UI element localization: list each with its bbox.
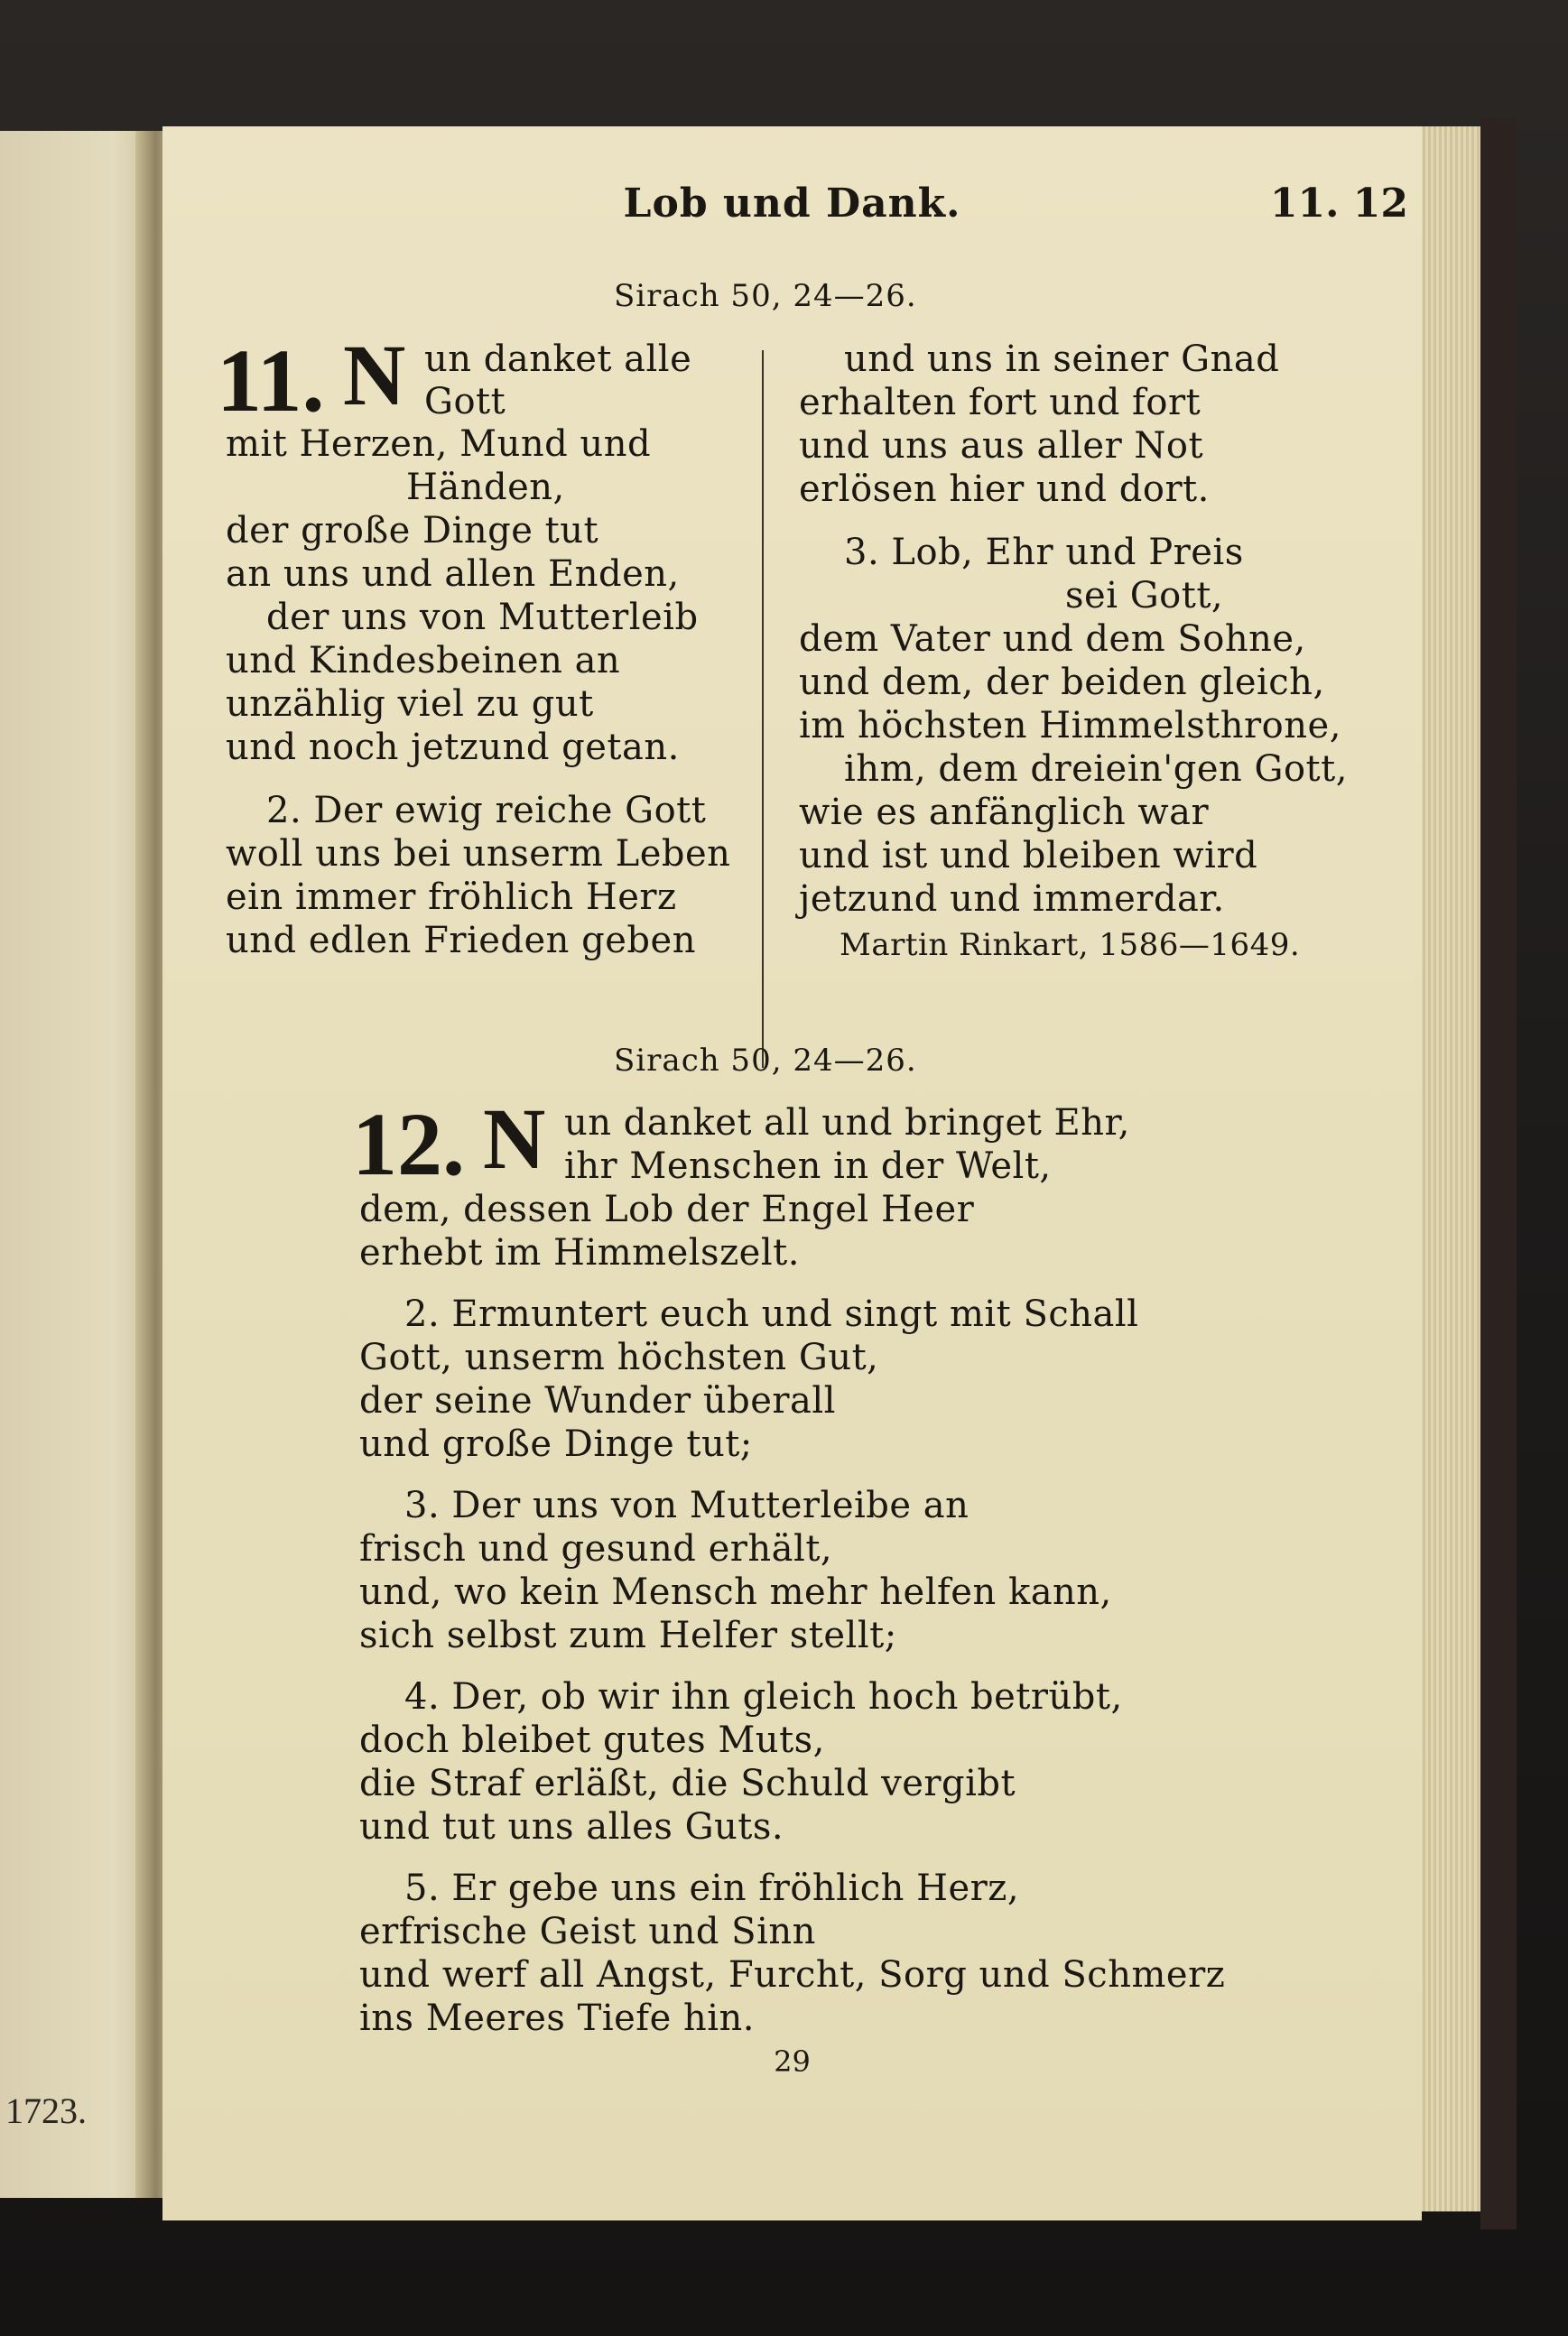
hymn-12-line: dem, dessen Lob der Engel Heer [359,1189,975,1230]
hymn-11-col2-line: ihm, dem dreiein'gen Gott, [844,748,1348,790]
column-rule [762,350,764,1068]
hymn-12-line: erhebt im Himmelszelt. [359,1232,800,1274]
hymn-12-line: und tut uns alles Guts. [359,1806,784,1848]
hymn-12-line: und große Dinge tut; [359,1423,753,1465]
hymn-11-col2-line: und uns in seiner Gnad [844,338,1280,380]
hymn-12-line-1: un danket all und bringet Ehr, [564,1102,1130,1144]
hymn-11-col2-line: 3. Lob, Ehr und Preis [844,532,1244,573]
running-head: Lob und Dank. [623,181,961,227]
hymn-11-col1-line: und Kindesbeinen an [226,640,621,681]
hymn-11-col1-line: ein immer fröhlich Herz [226,876,677,918]
hymn-12-line: sich selbst zum Helfer stellt; [359,1615,897,1656]
hymn-12-line: und werf all Angst, Furcht, Sorg und Schmerz [359,1954,1226,1996]
hymn-11-col1-line: Händen, [406,467,565,508]
hymn-number-range: 11. 12 [1269,181,1408,227]
hymn-12-initial: N [483,1090,546,1187]
left-page-year: 1723. [5,2090,87,2131]
page-stack-edges [1417,126,1486,2211]
hymn-12-line: 5. Er gebe uns ein fröhlich Herz, [404,1868,1020,1909]
hymn-11-col2-line: und uns aus aller Not [799,425,1204,467]
hymn-12-number: 12. [352,1094,465,1194]
hymn-12-line: der seine Wunder überall [359,1380,836,1422]
hymn-11-line-1: un danket alle [424,338,692,380]
hymn-11-col2-line: erlösen hier und dort. [799,468,1210,510]
hymn-11-col2-line: erhalten fort und fort [799,382,1202,423]
hymn-11-col2-line: jetzund und immerdar. [799,878,1225,920]
hymn-11-initial: N [343,327,406,423]
hymn-11-col2-line: dem Vater und dem Sohne, [799,618,1306,660]
hymn-12-line-2: ihr Menschen in der Welt, [564,1145,1052,1187]
hymn-11-col1-line: mit Herzen, Mund und [226,423,652,465]
hymn-11-col1-line: unzählig viel zu gut [226,683,594,725]
hymn-12-line: 3. Der uns von Mutterleibe an [404,1485,970,1526]
hymn-11-number: 11. [217,330,325,431]
hymn-11-col1-line: der große Dinge tut [226,510,599,552]
page-number: 29 [774,2044,811,2079]
hymn-12-line: ins Meeres Tiefe hin. [359,1998,755,2039]
hymn-12-line: und, wo kein Mensch mehr helfen kann, [359,1571,1112,1613]
hymn-11-col1-line: und noch jetzund getan. [226,727,680,768]
hymn-12-line: doch bleibet gutes Muts, [359,1720,825,1761]
hymn-11-author: Martin Rinkart, 1586—1649. [840,927,1301,963]
hymn-12-line: erfrische Geist und Sinn [359,1911,816,1952]
hymn-11-col1-line: und edlen Frieden geben [226,920,696,961]
hymn-12-reference: Sirach 50, 24—26. [614,1043,917,1079]
hymn-11-reference: Sirach 50, 24—26. [614,278,917,314]
hymn-11-col1-line: der uns von Mutterleib [266,597,699,638]
hymn-11-line-2: Gott [424,381,506,422]
hymn-11-col1-line: an uns und allen Enden, [226,553,680,595]
hymn-12-line: Gott, unserm höchsten Gut, [359,1337,879,1378]
hymn-11-col2-line: im höchsten Himmelsthrone, [799,705,1341,746]
hymn-11-col2-line: sei Gott, [1065,575,1224,616]
book-cover-edge [1480,117,1517,2229]
book-page [162,126,1422,2220]
hymn-12-line: die Straf erläßt, die Schuld vergibt [359,1763,1016,1804]
hymn-11-col1-line: 2. Der ewig reiche Gott [266,790,707,831]
hymn-11-col2-line: und ist und bleiben wird [799,835,1258,876]
hymn-12-line: 2. Ermuntert euch und singt mit Schall [404,1293,1139,1335]
hymn-11-col1-line: woll uns bei unserm Leben [226,833,731,875]
hymn-12-line: frisch und gesund erhält, [359,1528,833,1570]
hymn-12-line: 4. Der, ob wir ihn gleich hoch betrübt, [404,1676,1123,1718]
hymn-11-col2-line: wie es anfänglich war [799,792,1210,833]
hymn-11-col2-line: und dem, der beiden gleich, [799,662,1325,703]
